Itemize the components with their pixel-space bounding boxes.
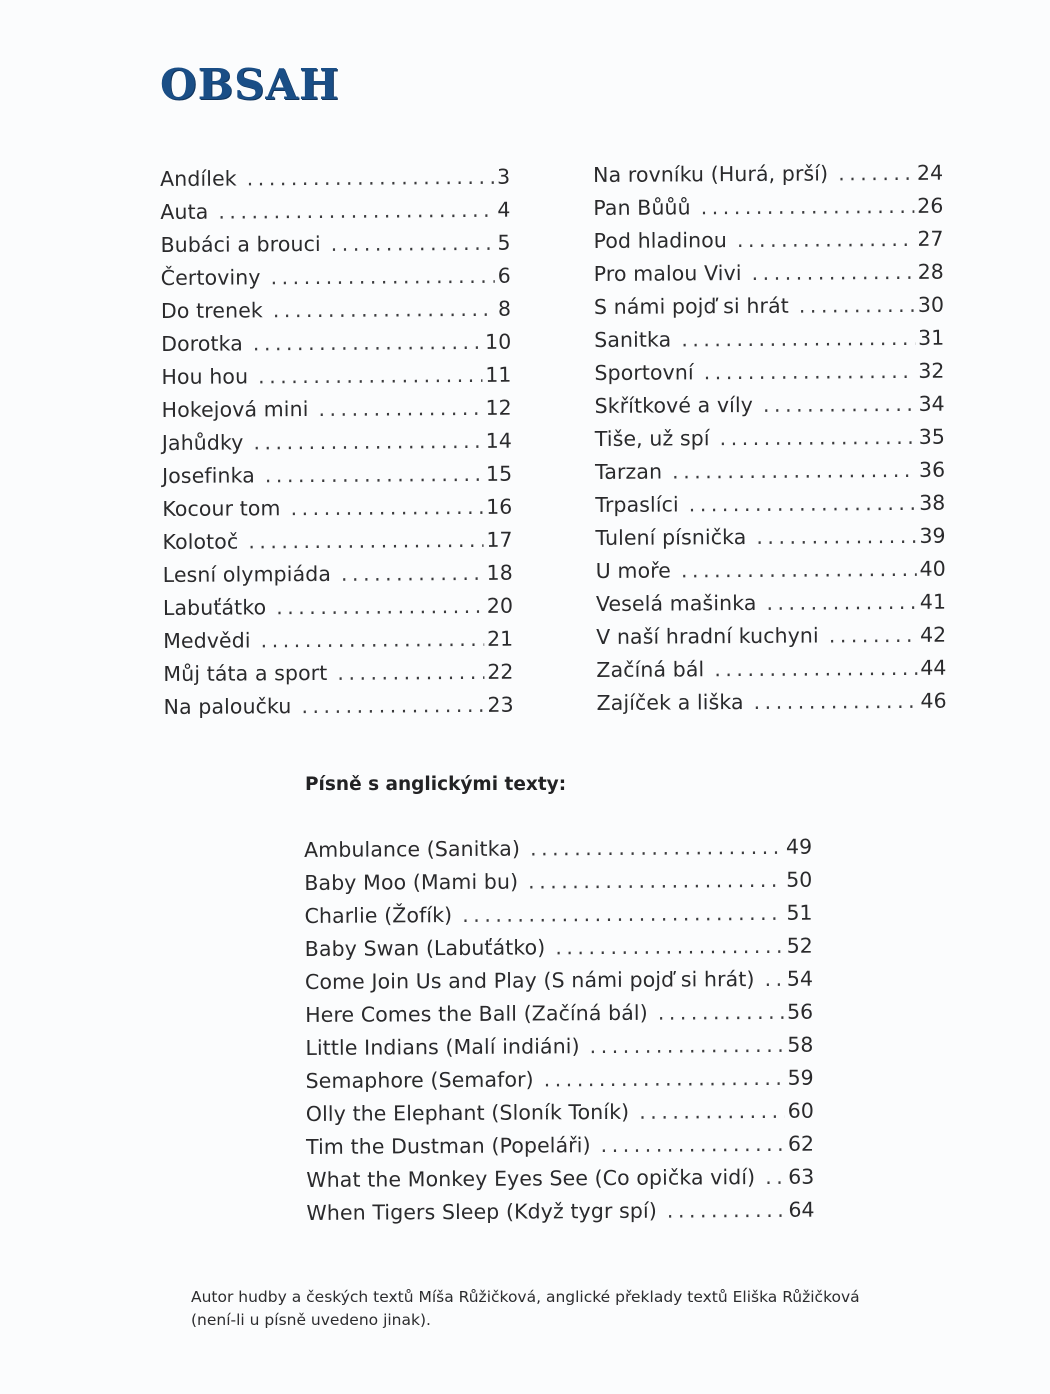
toc-entry-page-number: 14 <box>485 428 512 453</box>
toc-entry-page-number: 35 <box>918 424 945 449</box>
toc-dot-leader <box>265 458 483 492</box>
toc-entry-title: Labuťátko <box>162 595 267 620</box>
toc-dot-leader <box>829 619 918 653</box>
toc-entry <box>306 1161 814 1197</box>
toc-dot-leader <box>318 392 482 426</box>
toc-entry-page-number: 12 <box>485 395 512 420</box>
toc-entry <box>596 586 946 621</box>
toc-entry <box>163 557 513 592</box>
toc-entry-title: Tulení písnička <box>595 524 747 550</box>
toc-dot-leader <box>764 963 784 996</box>
toc-entry-title: Pod hladinou <box>593 228 728 253</box>
toc-dot-leader <box>799 289 915 323</box>
toc-entry-title: Andílek <box>160 166 237 191</box>
toc-entry-page-number: 27 <box>917 226 944 251</box>
toc-entry-page-number: 10 <box>485 329 512 354</box>
toc-entry <box>596 652 946 687</box>
toc-entry-page-number: 32 <box>918 358 945 383</box>
toc-dot-leader <box>276 590 484 624</box>
toc-entry <box>595 454 945 489</box>
toc-dot-leader <box>681 553 917 588</box>
toc-entry-page-number: 28 <box>917 259 944 284</box>
toc-entry-page-number: 6 <box>497 263 511 288</box>
toc-entry-title: Dorotka <box>161 331 243 356</box>
toc-entry-title: Semaphore (Semafor) <box>305 1067 534 1093</box>
toc-entry-page-number: 30 <box>917 292 945 317</box>
toc-dot-leader <box>720 421 916 455</box>
toc-entry <box>161 326 511 361</box>
toc-entry-page-number: 41 <box>919 589 947 614</box>
toc-entry-page-number: 26 <box>917 193 944 218</box>
toc-entry-page-number: 63 <box>788 1164 815 1189</box>
toc-entry-page-number: 40 <box>919 556 946 581</box>
toc-entry-page-number: 52 <box>786 933 813 958</box>
toc-entry <box>163 590 513 625</box>
toc-entry-page-number: 22 <box>487 659 514 684</box>
toc-dot-leader <box>601 1128 786 1162</box>
toc-entry <box>596 553 946 588</box>
page-title: OBSAH <box>160 60 340 109</box>
toc-dot-leader <box>766 586 917 620</box>
toc-dot-leader <box>590 1029 785 1063</box>
toc-dot-leader <box>273 293 495 327</box>
toc-entry-page-number: 5 <box>497 230 511 255</box>
toc-entry-title: Olly the Elephant (Sloník Toník) <box>305 1099 630 1126</box>
toc-column-right <box>593 157 947 720</box>
toc-entry-title: Hokejová mini <box>161 397 309 422</box>
toc-entry-title: Kocour tom <box>162 496 281 521</box>
toc-entry <box>594 355 944 390</box>
toc-entry-title: Můj táta a sport <box>163 660 328 686</box>
toc-entry-page-number: 21 <box>486 626 514 651</box>
toc-entry-page-number: 56 <box>787 999 814 1024</box>
toc-dot-leader <box>337 656 484 690</box>
footer-line-1: Autor hudby a českých textů Míša Růžičková, anglické překlady textů Eliška Růžičková <box>191 1288 860 1306</box>
toc-dot-leader <box>253 425 483 460</box>
toc-entry <box>595 421 945 456</box>
toc-entry-page-number: 59 <box>787 1065 814 1090</box>
toc-entry-title: Začíná bál <box>596 657 705 682</box>
toc-dot-leader <box>253 326 482 361</box>
toc-entry-title: When Tigers Sleep (Když tygr spí) <box>306 1198 657 1225</box>
toc-entry-page-number: 60 <box>787 1098 814 1123</box>
toc-dot-leader <box>555 930 784 965</box>
toc-entry-title: Little Indians (Malí indiáni) <box>305 1034 580 1060</box>
toc-entry-page-number: 46 <box>920 688 947 713</box>
toc-dot-leader <box>658 996 785 1030</box>
toc-entry <box>305 930 813 966</box>
toc-entry-page-number: 18 <box>486 560 513 585</box>
toc-entry <box>160 161 510 196</box>
toc-entry-page-number: 44 <box>920 655 947 680</box>
toc-entry <box>595 388 945 423</box>
toc-entry-page-number: 24 <box>916 160 944 185</box>
toc-dot-leader <box>701 190 915 224</box>
toc-entry-page-number: 4 <box>497 197 511 222</box>
toc-entry-page-number: 62 <box>787 1131 815 1156</box>
toc-entry <box>163 656 513 691</box>
toc-dot-leader <box>704 355 916 389</box>
toc-entry <box>593 223 943 258</box>
toc-dot-leader <box>639 1095 785 1129</box>
toc-dot-leader <box>462 897 783 932</box>
toc-entry-title: Josefinka <box>161 463 255 488</box>
toc-entry-page-number: 39 <box>919 523 946 548</box>
toc-dot-leader <box>672 454 916 489</box>
toc-entry-title: Come Join Us and Play (S námi pojď si hrát) <box>304 967 755 994</box>
toc-dot-leader <box>530 831 783 866</box>
toc-entry <box>306 1095 814 1131</box>
toc-entry <box>305 1029 813 1065</box>
toc-entry-page-number: 58 <box>787 1032 814 1057</box>
toc-entry-title: Tarzan <box>594 459 663 484</box>
toc-entry <box>595 487 945 522</box>
toc-entry-page-number: 11 <box>485 362 512 387</box>
toc-entry <box>306 1194 814 1230</box>
toc-entry-title: Skřítkové a víly <box>594 392 754 418</box>
toc-dot-leader <box>763 388 916 422</box>
footer-line-2: (není-li u písně uvedeno jinak). <box>191 1311 431 1329</box>
toc-entry-title: What the Monkey Eyes See (Co opička vidí) <box>306 1165 756 1192</box>
toc-entry-title: Lesní olympiáda <box>162 561 332 587</box>
toc-dot-leader <box>751 256 914 290</box>
toc-entry-page-number: 16 <box>486 494 513 519</box>
toc-entry <box>162 491 512 526</box>
toc-entry-title: Pro malou Vivi <box>593 261 742 286</box>
toc-entry <box>160 227 510 262</box>
toc-dot-leader <box>528 864 783 899</box>
toc-dot-leader <box>689 487 917 522</box>
toc-entry <box>593 157 943 192</box>
toc-dot-leader <box>261 623 485 657</box>
toc-dot-leader <box>714 652 917 686</box>
toc-dot-leader <box>681 322 915 357</box>
toc-dot-leader <box>258 359 482 393</box>
toc-column-left <box>160 161 514 724</box>
toc-entry-title: Jahůdky <box>161 430 244 455</box>
toc-entry <box>594 289 944 324</box>
toc-dot-leader <box>544 1062 785 1097</box>
toc-entry <box>304 831 812 867</box>
toc-entry-title: Do trenek <box>160 298 263 323</box>
toc-entry <box>597 685 947 720</box>
toc-entry-title: Na paloučku <box>163 694 292 719</box>
english-songs-heading: Písně s anglickými texty: <box>305 774 567 795</box>
toc-entry-title: Veselá mašinka <box>595 590 757 616</box>
toc-entry-title: Sanitka <box>594 327 672 352</box>
toc-entry <box>596 619 946 654</box>
toc-entry-title: Auta <box>160 199 209 224</box>
toc-entry <box>162 392 512 427</box>
toc-entry-title: Kolotoč <box>162 529 239 554</box>
toc-entry <box>306 1062 814 1098</box>
toc-entry <box>304 897 812 933</box>
toc-entry <box>163 623 513 658</box>
toc-entry <box>160 194 510 229</box>
toc-dot-leader <box>667 1194 786 1228</box>
toc-entry <box>593 190 943 225</box>
toc-entry <box>304 864 812 900</box>
toc-entry-title: Medvědi <box>163 628 251 653</box>
toc-dot-leader <box>753 685 917 719</box>
toc-entry <box>306 1128 814 1164</box>
toc-entry-title: V naší hradní kuchyni <box>596 623 819 649</box>
toc-entry <box>305 963 813 999</box>
toc-entry-page-number: 15 <box>485 461 513 486</box>
toc-entry-title: Tiše, už spí <box>594 426 710 451</box>
toc-entry-title: Pan Bůůů <box>593 195 691 220</box>
toc-entry <box>161 260 511 295</box>
toc-dot-leader <box>301 689 484 723</box>
toc-entry-title: S námi pojď si hrát <box>593 293 789 319</box>
toc-entry-title: Here Comes the Ball (Začíná bál) <box>305 1000 648 1027</box>
toc-entry <box>595 520 945 555</box>
toc-entry-page-number: 36 <box>918 457 946 482</box>
toc-entry <box>594 256 944 291</box>
toc-entry-title: Na rovníku (Hurá, prší) <box>593 161 829 187</box>
toc-dot-leader <box>247 161 495 196</box>
toc-entry <box>594 322 944 357</box>
toc-dot-leader <box>331 227 495 261</box>
toc-entry <box>161 293 511 328</box>
toc-dot-leader <box>737 223 915 257</box>
toc-entry-page-number: 49 <box>785 834 813 859</box>
toc-entry-title: Baby Swan (Labuťátko) <box>304 935 546 961</box>
toc-dot-leader <box>270 260 494 294</box>
toc-dot-leader <box>290 491 483 525</box>
toc-entry-title: U moře <box>595 558 672 583</box>
toc-entry-page-number: 51 <box>786 900 813 925</box>
toc-entry-title: Baby Moo (Mami bu) <box>304 869 519 895</box>
toc-entry-page-number: 50 <box>786 867 813 892</box>
toc-entry <box>162 458 512 493</box>
toc-entry-page-number: 42 <box>919 622 947 647</box>
toc-entry-title: Zajíček a liška <box>596 690 744 715</box>
toc-entry-title: Sportovní <box>594 360 694 385</box>
toc-entry-title: Ambulance (Sanitka) <box>304 836 521 862</box>
toc-entry-page-number: 34 <box>918 391 945 416</box>
toc-dot-leader <box>838 157 914 191</box>
toc-entry-page-number: 64 <box>788 1197 815 1222</box>
toc-entry-page-number: 3 <box>496 164 511 189</box>
toc-dot-leader <box>248 524 483 559</box>
toc-entry-page-number: 31 <box>918 325 945 350</box>
footer-note <box>191 1286 931 1332</box>
toc-entry-page-number: 20 <box>486 593 514 618</box>
toc-entry-title: Čertoviny <box>160 265 261 290</box>
toc-entry-title: Charlie (Žofík) <box>304 903 453 928</box>
toc-entry-title: Bubáci a brouci <box>160 231 321 257</box>
toc-entry-page-number: 38 <box>919 490 946 515</box>
toc-entry <box>305 996 813 1032</box>
toc-entry <box>164 689 514 724</box>
toc-entry-page-number: 17 <box>486 527 513 552</box>
toc-dot-leader <box>341 557 484 591</box>
toc-dot-leader <box>218 194 494 229</box>
toc-entry-title: Trpaslíci <box>595 492 679 517</box>
toc-dot-leader <box>756 520 916 554</box>
toc-entry <box>162 425 512 460</box>
toc-dot-leader <box>765 1161 785 1194</box>
toc-entry-page-number: 54 <box>786 966 814 991</box>
toc-entry-page-number: 23 <box>487 692 514 717</box>
toc-column-english <box>304 831 815 1230</box>
toc-entry-title: Hou hou <box>161 364 249 389</box>
toc-entry-page-number: 8 <box>497 296 512 321</box>
toc-entry <box>162 524 512 559</box>
toc-entry-title: Tim the Dustman (Popeláři) <box>305 1133 591 1159</box>
toc-entry <box>161 359 511 394</box>
